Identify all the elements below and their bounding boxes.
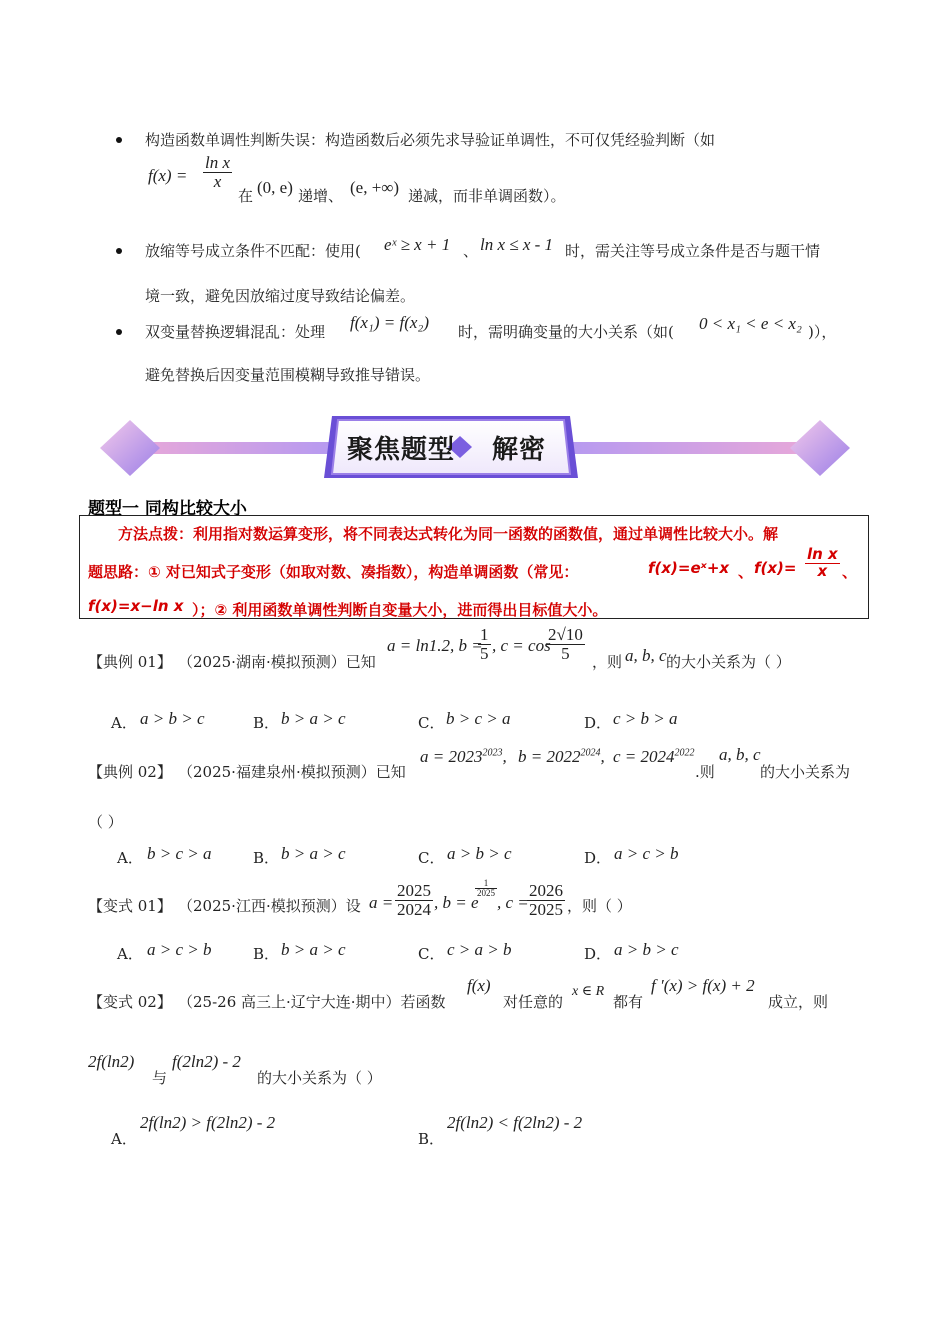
method-f1: f(x)=eˣ+x xyxy=(648,559,730,577)
problem-3-option-a-label[interactable]: A． xyxy=(117,945,143,963)
method-sep2: 、 xyxy=(842,563,858,581)
bullet-1-increase: 递增、 xyxy=(298,187,344,205)
problem-1-option-a-label[interactable]: A． xyxy=(111,714,137,732)
problem-4-condition: f ′(x) > f(x) + 2 xyxy=(651,976,755,995)
fx-lhs: f(x) = xyxy=(148,166,188,185)
problem-3-option-b-label[interactable]: B． xyxy=(253,945,280,963)
bullet-3-tail: )）， xyxy=(808,323,837,341)
bullet-2-tail: 时，需关注等号成立条件是否与题干情 xyxy=(565,242,821,260)
problem-1-option-b-label[interactable]: B． xyxy=(253,714,280,732)
problem-1-option-b[interactable]: b > a > c xyxy=(281,709,346,728)
problem-2-paren: （ ） xyxy=(88,813,123,831)
problem-2-option-d-label[interactable]: D． xyxy=(584,849,612,867)
problem-2-option-a-label[interactable]: A． xyxy=(117,849,143,867)
bullet-3-mid: 时，需明确变量的大小关系（如( xyxy=(458,323,674,341)
problem-2-option-c-label[interactable]: C． xyxy=(418,849,445,867)
problem-2-b: $b = 2022^{2024}$, xyxy=(518,747,605,766)
problem-4-any: 对任意的 xyxy=(503,993,564,1011)
section-banner xyxy=(100,412,850,484)
cond-x1-e-x2: 0 < x₁ < e < x₂ xyxy=(699,314,802,333)
bullet-1-zai: 在 xyxy=(238,187,254,205)
problem-2-option-a[interactable]: b > c > a xyxy=(147,844,212,863)
problem-4-hold: 成立，则 xyxy=(768,993,829,1011)
problem-2-vars: a, b, c xyxy=(719,745,761,764)
eq-fx1-fx2: f(x₁) = f(x₂) xyxy=(350,313,429,332)
bullet-2-line2: 境一致，避免因放缩过度导致结论偏差。 xyxy=(145,287,416,305)
ineq-ln: ln x ≤ x - 1 xyxy=(480,235,554,254)
interval-e-inf: (e, +∞) xyxy=(350,178,400,197)
problem-1-ask: 的大小关系为（ ） xyxy=(666,653,791,671)
banner-title-right: 解密 xyxy=(492,435,547,465)
method-line2: 题思路：① 对已知式子变形（如取对数、凑指数），构造单调函数（常见： xyxy=(88,563,579,581)
method-sep1: 、 xyxy=(738,563,754,581)
problem-4-option-a-label[interactable]: A． xyxy=(111,1130,137,1148)
problem-2-tag: 【典例 02】 xyxy=(88,763,172,781)
bullet-1-line1: 构造函数单调性判断失误：构造函数后必须先求导验证单调性，不可仅凭经验判断（如 xyxy=(145,131,716,149)
problem-3-option-a[interactable]: a > c > b xyxy=(147,940,212,959)
banner-title-left: 聚焦题型 xyxy=(347,435,456,465)
bullet-dot xyxy=(116,248,122,254)
interval-0-e: (0, e) xyxy=(257,178,293,197)
bullet-2-prefix: 放缩等号成立条件不匹配：使用( xyxy=(145,242,361,260)
method-f2-lhs: f(x)= xyxy=(754,559,797,577)
problem-4-expr1: 2f(ln2) xyxy=(88,1052,135,1071)
problem-2-ask: 的大小关系为 xyxy=(760,763,851,781)
bullet-3-line2: 避免替换后因变量范围模糊导致推导错误。 xyxy=(145,366,431,384)
method-f3: f(x)=x−ln x xyxy=(88,597,184,615)
problem-1-tag: 【典例 01】 xyxy=(88,653,172,671)
bullet-2-sep: 、 xyxy=(463,242,479,260)
problem-3-option-d-label[interactable]: D． xyxy=(584,945,612,963)
problem-4-option-b[interactable]: 2f(ln2) < f(2ln2) - 2 xyxy=(447,1113,583,1132)
problem-4-option-a[interactable]: 2f(ln2) > f(2ln2) - 2 xyxy=(140,1113,276,1132)
problem-4-tag: 【变式 02】 xyxy=(88,993,172,1011)
problem-1-option-d[interactable]: c > b > a xyxy=(613,709,678,728)
problem-3-a-fraction: $\frac{2025}{2024}$ xyxy=(397,881,431,919)
bullet-1-tail: 递减，而非单调函数）。 xyxy=(408,187,566,205)
problem-4-xr: x ∈ R xyxy=(572,984,605,999)
problem-2-option-d[interactable]: a > c > b xyxy=(614,844,679,863)
problem-3-b-exponent: $\frac{1}{2025}$ xyxy=(477,878,495,899)
problem-3-option-c-label[interactable]: C． xyxy=(418,945,445,963)
problem-1-given-c: , c = cos xyxy=(492,636,551,655)
problem-1-source: （2025·湖南·模拟预测）已知 xyxy=(178,653,376,671)
problem-3-option-c[interactable]: c > a > b xyxy=(447,940,512,959)
banner-bar-right xyxy=(570,442,820,454)
problem-3-c-lhs: , c = xyxy=(497,893,529,912)
problem-1-option-c-label[interactable]: C． xyxy=(418,714,445,732)
fraction-lnx-over-x: $\frac{\text{ln x}}{x}$ xyxy=(205,153,231,191)
problem-2-option-b-label[interactable]: B． xyxy=(253,849,280,867)
problem-3-a-lhs: a = xyxy=(369,893,394,912)
problem-1-given-a: a = ln1.2, b = xyxy=(387,636,483,655)
problem-3-source: （2025·江西·模拟预测）设 xyxy=(178,897,361,915)
bullet-dot xyxy=(116,329,122,335)
bullet-dot xyxy=(116,137,122,143)
problem-3-c-fraction: $\frac{2026}{2025}$ xyxy=(529,881,563,919)
method-line1: 方法点拨：利用指对数运算变形，将不同表达式转化为同一函数的函数值，通过单调性比较大小。解 xyxy=(118,525,779,543)
bullet-3-prefix: 双变量替换逻辑混乱：处理 xyxy=(145,323,326,341)
problem-4-fx: f(x) xyxy=(467,976,491,995)
problem-4-expr2: f(2ln2) - 2 xyxy=(172,1052,241,1071)
problem-1-option-d-label[interactable]: D． xyxy=(584,714,612,732)
method-line3: ）；② 利用函数单调性判断自变量大小，进而得出目标值大小。 xyxy=(192,601,608,619)
problem-1-b-fraction: $\frac{1}{5}$ xyxy=(480,625,489,663)
problem-1-option-a[interactable]: a > b > c xyxy=(140,709,205,728)
problem-4-option-b-label[interactable]: B． xyxy=(418,1130,445,1148)
problem-3-ask: ，则（ ） xyxy=(567,897,632,915)
problem-4-yu: 与 xyxy=(152,1069,168,1087)
banner-diamond-right xyxy=(790,420,850,476)
problem-3-tag: 【变式 01】 xyxy=(88,897,172,915)
problem-1-vars: a, b, c xyxy=(625,646,667,665)
problem-2-a: $a = 2023^{2023}$, xyxy=(420,747,507,766)
method-f2-fraction: $\frac{\text{ln x}}{x}$ xyxy=(807,545,838,580)
problem-1-option-c[interactable]: b > c > a xyxy=(446,709,511,728)
problem-2-option-b[interactable]: b > a > c xyxy=(281,844,346,863)
ineq-exp: eˣ ≥ x + 1 xyxy=(384,235,451,254)
problem-2-ze: .则 xyxy=(695,763,715,781)
problem-3-option-b[interactable]: b > a > c xyxy=(281,940,346,959)
problem-1-c-fraction: $\frac{2√10}{5}$ xyxy=(548,625,583,663)
section-title: 题型一 同构比较大小 xyxy=(88,499,247,519)
problem-2-c: $c = 2024^{2022}$ xyxy=(613,747,695,766)
problem-4-ask: 的大小关系为（ ） xyxy=(257,1069,382,1087)
problem-4-source: （25-26 高三上·辽宁大连·期中）若函数 xyxy=(178,993,446,1011)
problem-2-option-c[interactable]: a > b > c xyxy=(447,844,512,863)
problem-1-ask-pre: ，则 xyxy=(592,653,623,671)
problem-4-all: 都有 xyxy=(613,993,644,1011)
problem-3-option-d[interactable]: a > b > c xyxy=(614,940,679,959)
banner-diamond-left xyxy=(100,420,160,476)
problem-3-b-lhs: , b = e xyxy=(434,893,479,912)
problem-2-source: （2025·福建泉州·模拟预测）已知 xyxy=(178,763,406,781)
